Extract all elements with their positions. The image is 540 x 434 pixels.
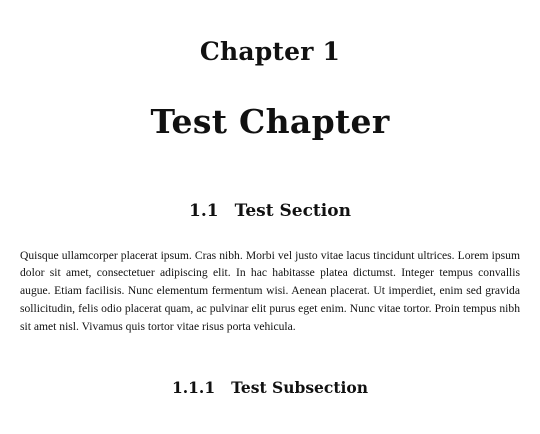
section-title: Test Section bbox=[234, 201, 351, 221]
body-paragraph: Quisque ullamcorper placerat ipsum. Cras nibh. Morbi vel justo vitae lacus tincidunt ultrices. Lorem ipsum dolor sit amet, consectetuer adipiscing elit. In hac habitasse platea dictumst. Integer tempus convallis augue. Etiam facilisis. Nunc elementum fermentum wisi. Aenean placerat. Ut imperdiet, enim sed gravida sollicitudin, felis odio placerat quam, ac pulvinar elit purus eget enim. Nunc vitae tortor. Proin tempus nibh sit amet nisl. Vivamus quis tortor vitae risus porta vehicula. bbox=[20, 248, 520, 333]
section-number: 1.1 bbox=[189, 201, 219, 221]
section-heading bbox=[0, 199, 540, 223]
subsection-title: Test Subsection bbox=[231, 378, 369, 397]
chapter-title: Test Chapter bbox=[150, 102, 390, 141]
subsection-heading bbox=[0, 377, 540, 399]
subsection-number: 1.1.1 bbox=[171, 378, 216, 397]
chapter-label: Chapter 1 bbox=[199, 37, 341, 66]
